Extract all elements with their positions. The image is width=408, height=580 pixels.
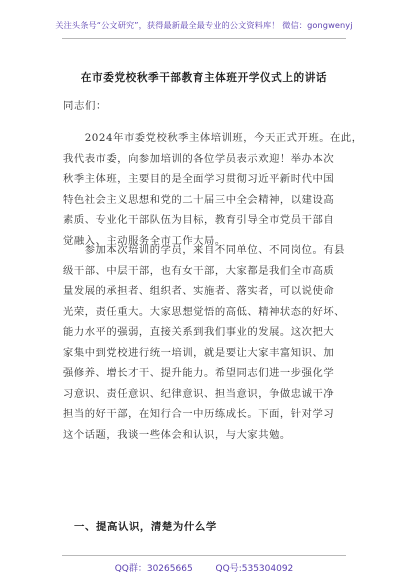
footer-qq-group: QQ群：30265665 <box>114 564 193 574</box>
footer-qq-number: QQ号:535304092 <box>215 564 294 574</box>
paragraph-line: 能力水平的强弱，直接关系到我们事业的发展。这次把大 <box>63 326 335 338</box>
paragraph-line: 秋季主体班，主要目的是全面学习贯彻习近平新时代中国 <box>63 173 335 185</box>
paragraph-line: 光荣，责任重大。大家思想觉悟的高低、精神状态的好坏、 <box>63 305 346 318</box>
footer-divider <box>62 555 346 556</box>
paragraph-line: 觉融入、主动服务全市工作大局。 <box>63 234 226 247</box>
paragraph-1 <box>63 128 363 251</box>
paragraph-line: 素质、专业化干部队伍为目标，教育引导全市党员干部自 <box>63 214 335 226</box>
paragraph-line: 特色社会主义思想和党的二十届三中全会精神，以建设高 <box>63 193 335 206</box>
paragraph-line: 量发展的承担者、组织者、实施者、落实者，可以说使命 <box>63 285 335 297</box>
paragraph-line: 家集中到党校进行统一培训，就是要让大家丰富知识、加 <box>63 346 335 359</box>
footer-contacts <box>0 561 408 574</box>
salutation: 同志们： <box>63 100 107 112</box>
paragraph-line: 级干部、中层干部，也有女干部，大家都是我们全市高质 <box>63 264 335 277</box>
paragraph-line: 强修养、增长才干、提升能力。希望同志们进一步强化学 <box>63 367 335 379</box>
paragraph-line: 习意识、责任意识、纪律意识、担当意识，争做忠诚干净 <box>63 387 335 400</box>
paragraph-line: 这个话题，我谈一些体会和认识，与大家共勉。 <box>63 428 291 441</box>
paragraph-line: 2024年市委党校秋季主体培训班，今天正式开班。在此， <box>63 132 363 144</box>
header-divider <box>62 38 346 39</box>
paragraph-line: 参加本次培训的学员，来自不同单位、不同岗位。有县 <box>63 244 346 256</box>
document-title: 在市委党校秋季干部教育主体班开学仪式上的讲话 <box>80 72 328 84</box>
section-heading: 一、提高认识，清楚为什么学 <box>63 521 217 533</box>
paragraph-2 <box>63 240 353 445</box>
paragraph-line: 担当的好干部，在知行合一中历练成长。下面，针对学习 <box>63 408 335 420</box>
header-banner: 关注头条号“公文研究”，获得最新最全最专业的公文资料库！ 微信：gongwenyj <box>55 20 353 30</box>
paragraph-line: 我代表市委，向参加培训的各位学员表示欢迎！举办本次 <box>63 152 335 165</box>
